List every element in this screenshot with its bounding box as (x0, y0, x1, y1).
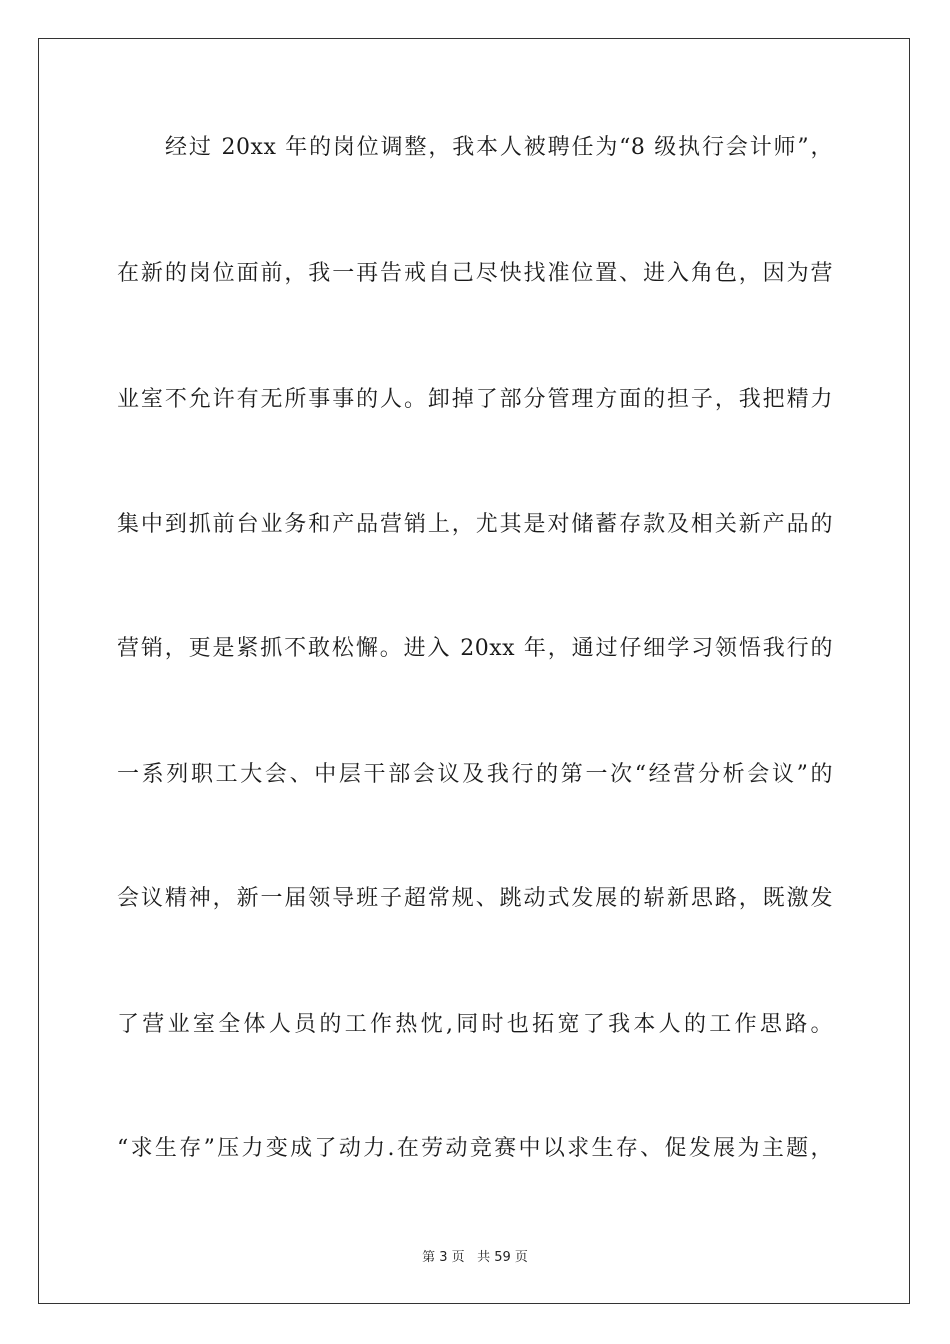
paragraph-line: 会议精神，新一届领导班子超常规、跳动式发展的崭新思路，既激发 (117, 886, 833, 911)
paragraph-line: 营销，更是紧抓不敢松懈。进入 20xx 年，通过仔细学习领悟我行的 (117, 636, 833, 661)
page-footer (0, 1246, 950, 1265)
paragraph-line: 经过 20xx 年的岗位调整，我本人被聘任为“8 级执行会计师”， (165, 135, 833, 160)
page-number: 第 3 页 (422, 1250, 465, 1265)
paragraph-line: “求生存”压力变成了动力.在劳动竞赛中以求生存、促发展为主题， (117, 1136, 833, 1161)
paragraph-line: 了营业室全体人员的工作热忱,同时也拓宽了我本人的工作思路。 (117, 1012, 833, 1037)
page-total: 共 59 页 (477, 1250, 528, 1265)
paragraph-line: 业室不允许有无所事事的人。卸掉了部分管理方面的担子，我把精力 (117, 387, 833, 412)
paragraph-line: 集中到抓前台业务和产品营销上，尤其是对储蓄存款及相关新产品的 (117, 512, 833, 537)
paragraph-line: 在新的岗位面前，我一再告戒自己尽快找准位置、进入角色，因为营 (117, 261, 833, 286)
page-border (38, 38, 910, 1304)
paragraph-line: 一系列职工大会、中层干部会议及我行的第一次“经营分析会议”的 (117, 762, 833, 787)
